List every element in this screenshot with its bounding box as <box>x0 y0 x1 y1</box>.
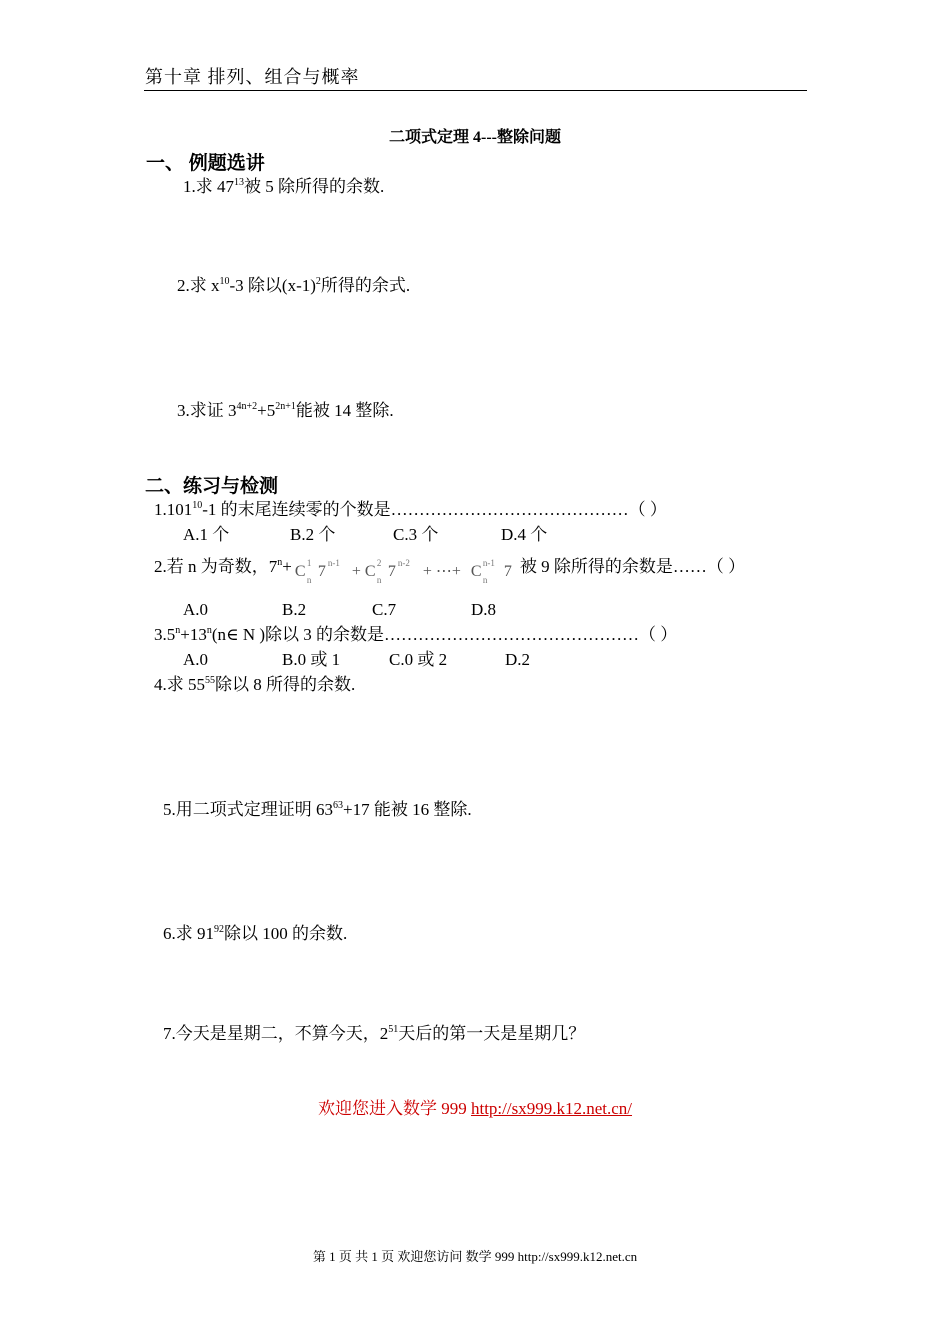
combination-c3-sup: n-1 <box>482 558 495 568</box>
exercise-3-option-c: C.0 或 2 <box>389 650 448 669</box>
exercise-3-option-b: B.0 或 1 <box>282 650 341 669</box>
base-seven-3: 7 <box>503 563 512 580</box>
example-2-tail: 所得的余式. <box>320 276 411 295</box>
example-3-mid: +5 <box>257 401 276 420</box>
combination-c3: C <box>470 563 482 580</box>
document-title: 二项式定理 4---整除问题 <box>389 129 561 146</box>
exercise-4 <box>154 676 355 693</box>
exercise-6 <box>163 925 347 942</box>
exercise-2-option-b: B.2 <box>282 600 307 619</box>
example-1 <box>183 178 384 195</box>
combination-c2: C <box>364 563 376 580</box>
base-seven-1: 7 <box>317 563 326 580</box>
page-footer: 第 1 页 共 1 页 欢迎您访问 数学 999 http://sx999.k12.net.cn <box>312 1249 638 1264</box>
chapter-header: 第十章 排列、组合与概率 <box>145 67 360 87</box>
exercise-3-option-a: A.0 <box>183 650 209 669</box>
promo-line <box>0 1100 950 1117</box>
exp-n-minus-1: n-1 <box>327 558 340 568</box>
example-3-tail: 能被 14 整除. <box>295 401 394 420</box>
example-1-text: 1.求 47 <box>183 177 234 196</box>
section1-heading: 一、 例题选讲 <box>146 153 265 174</box>
site-link[interactable]: http://sx999.k12.net.cn/ <box>470 1099 633 1118</box>
exercise-2-tail: 被 9 除所得的余数是……（ ） <box>519 556 746 576</box>
exercise-3-options <box>0 651 950 671</box>
exercise-1 <box>154 501 667 518</box>
exercise-5-text: 5.用二项式定理证明 63 <box>163 800 333 819</box>
exercise-1-option-b: B.2 个 <box>290 525 336 544</box>
combination-c1-sub: n <box>306 575 312 585</box>
exercise-3-mid: +13 <box>180 625 207 644</box>
exercise-3 <box>154 626 677 643</box>
example-2 <box>177 277 410 294</box>
exercise-3-text: 3.5 <box>154 625 176 644</box>
exercise-6-tail: 除以 100 的余数. <box>224 924 348 943</box>
exercise-7-exp: 51 <box>388 1024 399 1035</box>
combination-c1-sup: 1 <box>306 558 312 568</box>
exercise-7-tail: 天后的第一天是星期几？ <box>398 1024 586 1043</box>
example-2-exp1: 10 <box>219 276 230 287</box>
exercise-2-exp: n <box>277 556 283 568</box>
exercise-5-tail: +17 能被 16 整除. <box>343 800 472 819</box>
exercise-1-exp: 10 <box>192 500 203 511</box>
exercise-4-tail: 除以 8 所得的余数. <box>215 675 356 694</box>
exercise-1-option-a: A.1 个 <box>183 525 230 544</box>
example-2-text: 2.求 x <box>177 276 220 295</box>
exercise-7 <box>163 1025 585 1042</box>
example-2-exp2: 2 <box>315 276 321 287</box>
exercise-6-text: 6.求 91 <box>163 924 214 943</box>
exercise-3-tail: (n∈ N )除以 3 的余数是………………………………………（ ） <box>211 625 678 644</box>
combination-c2-sub: n <box>376 575 382 585</box>
exercise-1-option-c: C.3 个 <box>393 525 439 544</box>
example-3-text: 3.求证 3 <box>177 401 237 420</box>
binomial-sum-formula <box>294 552 518 584</box>
exercise-3-option-d: D.2 <box>505 650 531 669</box>
combination-c1: C <box>294 563 306 580</box>
exercise-5-exp: 63 <box>333 800 343 811</box>
exercise-2 <box>154 552 745 584</box>
combination-c2-sup: 2 <box>376 558 382 568</box>
exercise-2-plus: + <box>282 556 292 576</box>
plus-sign: + <box>351 563 361 580</box>
ellipsis-plus: + ⋯+ <box>422 563 461 580</box>
example-3 <box>177 402 394 419</box>
header-rule <box>144 90 807 91</box>
exercise-1-tail: -1 的末尾连续零的个数是……………………………………（ ） <box>202 500 667 519</box>
exercise-7-text: 7.今天是星期二，不算今天，2 <box>163 1024 389 1043</box>
exercise-6-exp: 92 <box>214 924 224 935</box>
exercise-2-options <box>0 601 950 621</box>
example-3-exp2: 2n+1 <box>275 401 296 412</box>
exercise-1-options <box>0 526 950 546</box>
exercise-1-option-d: D.4 个 <box>501 525 548 544</box>
exercise-2-text: 2.若 n 为奇数，7 <box>154 556 278 576</box>
example-1-tail: 被 5 除所得的余数. <box>244 177 385 196</box>
section2-heading: 二、练习与检测 <box>145 476 279 497</box>
exercise-2-option-a: A.0 <box>183 600 209 619</box>
exercise-3-exp1: n <box>175 625 181 636</box>
exercise-2-option-d: D.8 <box>471 600 497 619</box>
exercise-4-text: 4.求 55 <box>154 675 205 694</box>
example-1-exp: 13 <box>234 177 244 188</box>
exercise-1-text: 1.101 <box>154 500 193 519</box>
exp-n-minus-2: n-2 <box>397 558 410 568</box>
base-seven-2: 7 <box>387 563 396 580</box>
exercise-3-exp2: n <box>206 625 212 636</box>
exercise-2-option-c: C.7 <box>372 600 397 619</box>
exercise-4-exp: 55 <box>205 675 215 686</box>
promo-text: 欢迎您进入数学 999 <box>317 1099 471 1118</box>
example-3-exp1: 4n+2 <box>236 401 258 412</box>
example-2-mid: -3 除以(x-1) <box>229 276 316 295</box>
combination-c3-sub: n <box>482 575 488 585</box>
exercise-5 <box>163 801 472 818</box>
